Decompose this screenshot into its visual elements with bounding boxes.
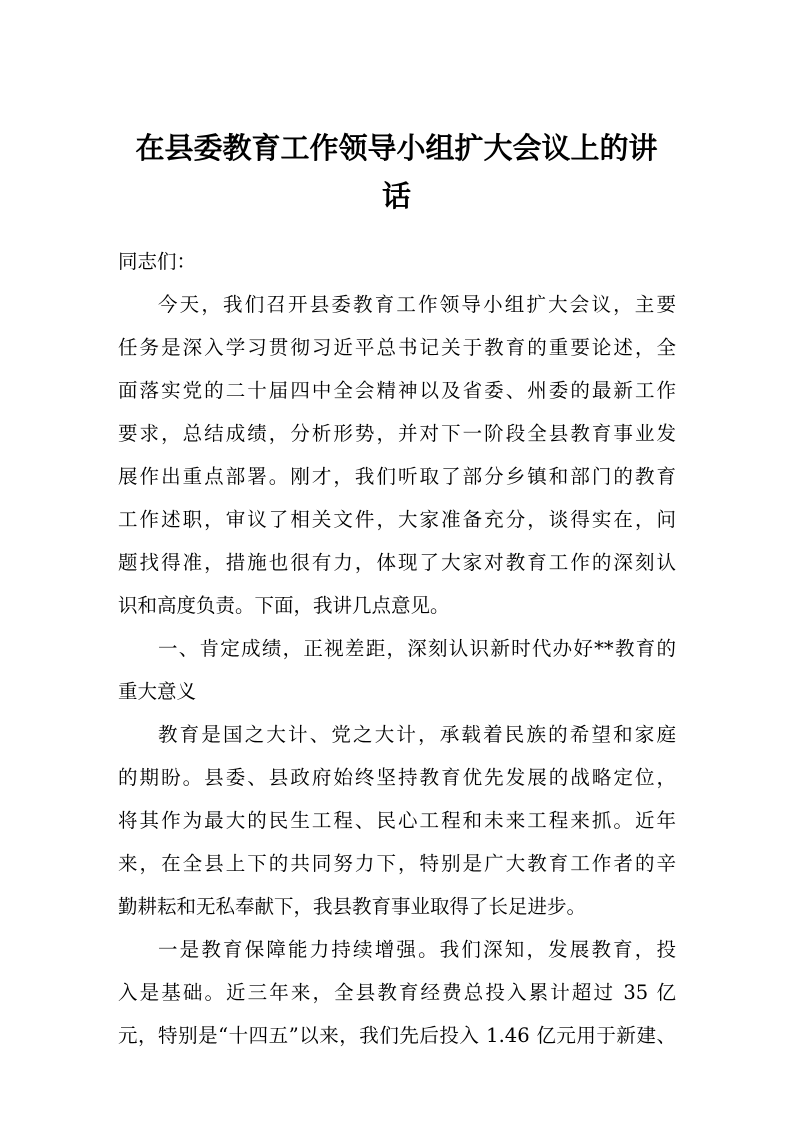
document-title [0,124,793,220]
text-line: 同志们： [118,250,197,273]
title-line: 在县委教育工作领导小组扩大会议上的讲 [135,131,658,165]
paragraph [118,627,676,713]
text-line: 面落实党的二十届四中全会精神以及省委、州委的最新工作 [118,379,676,402]
text-line: 一、肯定成绩，正视差距，深刻认识新时代办好**教育的 [158,637,676,660]
paragraph [118,240,676,283]
text-line: 教育是国之大计、党之大计，承载着民族的希望和家庭 [158,723,676,746]
paragraph [118,928,676,1057]
text-line: 今天，我们召开县委教育工作领导小组扩大会议，主要 [158,293,676,316]
document-body [118,240,676,1057]
text-line: 的期盼。县委、县政府始终坚持教育优先发展的战略定位， [118,766,676,789]
text-line: 将其作为最大的民生工程、民心工程和未来工程来抓。近年 [118,809,676,832]
text-line: 来，在全县上下的共同努力下，特别是广大教育工作者的辛 [118,852,676,875]
text-line: 勤耕耘和无私奉献下，我县教育事业取得了长足进步。 [118,895,587,918]
text-line: 元，特别是“十四五”以来，我们先后投入 1.46 亿元用于新建、 [118,1024,676,1047]
text-line: 题找得准，措施也很有力，体现了大家对教育工作的深刻认 [118,551,676,574]
paragraph [118,713,676,928]
text-line: 工作述职，审议了相关文件，大家准备充分，谈得实在，问 [118,508,676,531]
text-line: 识和高度负责。下面，我讲几点意见。 [118,594,450,617]
text-line: 重大意义 [118,680,197,703]
title-line: 话 [381,179,411,213]
paragraph [118,283,676,627]
text-line: 要求，总结成绩，分析形势，并对下一阶段全县教育事业发 [118,422,676,445]
text-line: 展作出重点部署。刚才，我们听取了部分乡镇和部门的教育 [118,465,676,488]
text-line: 一是教育保障能力持续增强。我们深知，发展教育，投 [158,938,676,961]
text-line: 任务是深入学习贯彻习近平总书记关于教育的重要论述，全 [118,336,676,359]
text-line: 入是基础。近三年来，全县教育经费总投入累计超过 35 亿 [118,981,676,1004]
